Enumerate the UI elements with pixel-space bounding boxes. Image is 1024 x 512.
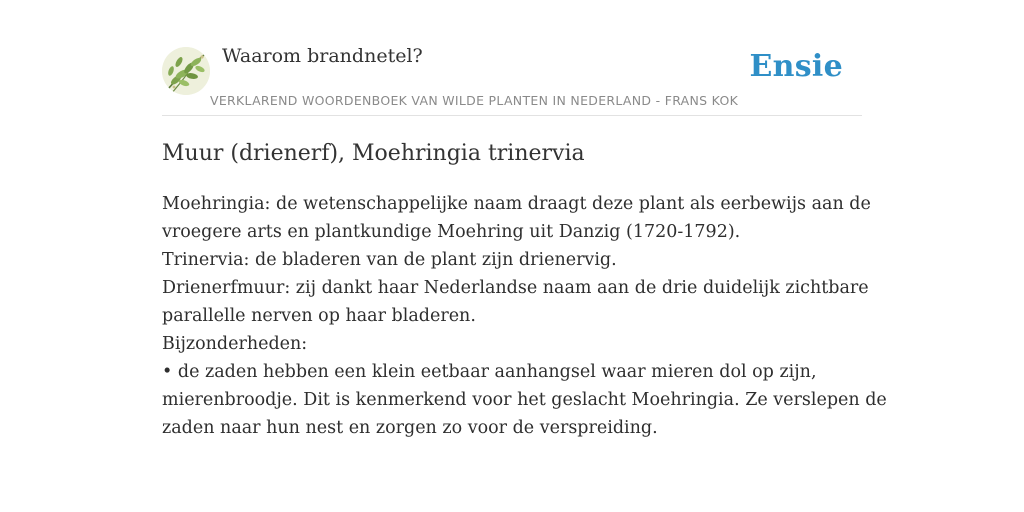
body-line: Bijzonderheden: <box>162 334 308 354</box>
body-line: mierenbroodje. Dit is kenmerkend voor het geslacht Moehringia. Ze verslepen de <box>162 390 887 410</box>
body-line: Trinervia: de bladeren van de plant zijn drienervig. <box>162 250 617 270</box>
body-line: zaden naar hun nest en zorgen zo voor de verspreiding. <box>162 418 658 438</box>
ensie-logo[interactable]: Ensie <box>749 49 843 84</box>
book-subtitle[interactable]: VERKLAREND WOORDENBOEK VAN WILDE PLANTEN IN NEDERLAND - FRANS KOK <box>210 93 739 108</box>
book-cover-avatar[interactable] <box>162 47 210 95</box>
body-line: parallelle nerven op haar bladeren. <box>162 306 476 326</box>
body-line: Drienerfmuur: zij dankt haar Nederlandse naam aan de drie duidelijk zichtbare <box>162 278 869 298</box>
entry-card <box>162 44 887 442</box>
plant-illustration-icon <box>162 47 210 95</box>
body-line: vroegere arts en plantkundige Moehring uit Danzig (1720-1792). <box>162 222 741 242</box>
entry-body <box>162 190 887 442</box>
book-title-link[interactable]: Waarom brandnetel? <box>222 45 423 67</box>
body-line: • de zaden hebben een klein eetbaar aanhangsel waar mieren dol op zijn, <box>162 362 817 382</box>
entry-header <box>162 44 862 116</box>
entry-title: Muur (drienerf), Moehringia trinervia <box>162 141 585 166</box>
body-line: Moehringia: de wetenschappelijke naam draagt deze plant als eerbewijs aan de <box>162 194 871 214</box>
